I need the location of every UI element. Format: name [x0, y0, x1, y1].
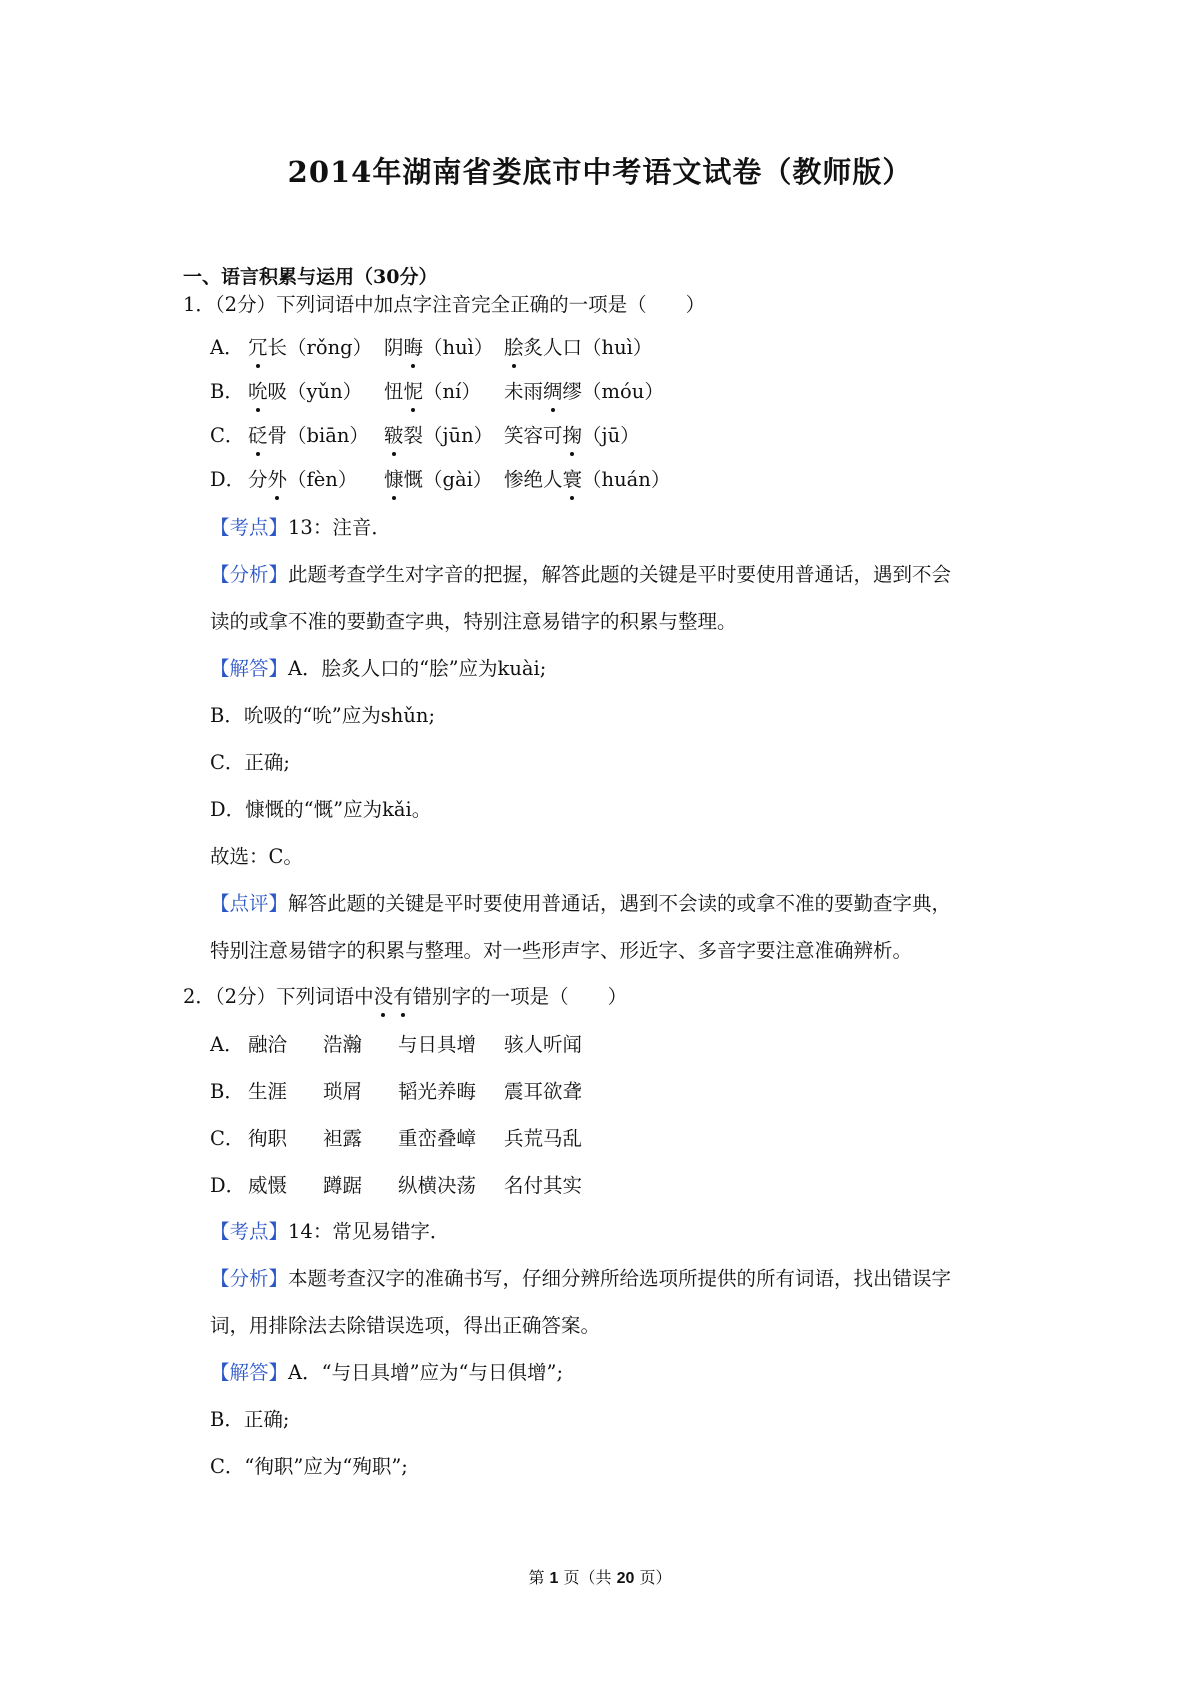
kaodian-tag: 【考点】 — [210, 1220, 289, 1243]
page-title: 2014年湖南省娄底市中考语文试卷（教师版） — [287, 155, 913, 189]
question-2-option-a: A． 融洽 浩瀚 与日具增 骇人听闻 — [210, 1033, 583, 1056]
page-total: 20 — [616, 1570, 635, 1587]
kaodian-tag: 【考点】 — [210, 516, 289, 539]
question-2-jieda-c: C．“徇职”应为“殉职”; — [210, 1455, 408, 1478]
question-1-answer: 故选：C。 — [210, 845, 303, 868]
section-heading: 一、语言积累与运用（30分） — [183, 266, 438, 288]
jieda-tag: 【解答】 — [210, 1361, 289, 1384]
question-1-jieda-c: C．正确; — [210, 751, 290, 774]
question-2-option-c: C． 徇职 袒露 重峦叠嶂 兵荒马乱 — [210, 1127, 583, 1150]
question-1-fenxi: 【分析】此题考查学生对字音的把握，解答此题的关键是平时要使用普通话，遇到不会 — [210, 563, 952, 586]
fenxi-tag: 【分析】 — [210, 563, 289, 586]
question-2-fenxi-cont: 词，用排除法去除错误选项，得出正确答案。 — [210, 1314, 601, 1337]
page-number: 1 — [549, 1570, 559, 1587]
question-1-jieda-b: B．吮吸的“吮”应为shǔn; — [210, 704, 436, 727]
question-1-fenxi-cont: 读的或拿不准的要勤查字典，特别注意易错字的积累与整理。 — [210, 610, 737, 633]
jieda-tag: 【解答】 — [210, 657, 289, 680]
question-1-dianping-cont: 特别注意易错字的积累与整理。对一些形声字、形近字、多音字要注意准确辨析。 — [210, 939, 913, 962]
question-1-jieda-d: D．慷慨的“慨”应为kǎi。 — [210, 798, 432, 821]
question-2-kaodian: 【考点】14：常见易错字． — [210, 1220, 450, 1243]
question-1-option-a: A． 冗长（rǒng） 阴晦（huì） 脍炙人口（huì） — [210, 334, 652, 362]
fenxi-tag: 【分析】 — [210, 1267, 289, 1290]
question-1-option-b: B． 吮吸（yǔn） 忸怩（ní） 未雨绸缪（móu） — [210, 378, 664, 406]
question-1-option-c: C． 砭骨（biān） 皲裂（jūn） 笑容可掬（jū） — [210, 422, 640, 450]
question-2-option-d: D． 威慑 蹲踞 纵横决荡 名付其实 — [210, 1174, 583, 1197]
question-2-jieda: 【解答】A．“与日具增”应为“与日俱增”; — [210, 1361, 564, 1384]
question-2-stem: 2．（2分）下列词语中没有错别字的一项是（ ） — [183, 983, 627, 1011]
question-2-fenxi: 【分析】本题考查汉字的准确书写，仔细分辨所给选项所提供的所有词语，找出错误字 — [210, 1267, 952, 1290]
question-1-jieda: 【解答】A．脍炙人口的“脍”应为kuài; — [210, 657, 547, 680]
question-1-dianping: 【点评】解答此题的关键是平时要使用普通话，遇到不会读的或拿不准的要勤查字典， — [210, 892, 952, 915]
question-1-option-d: D． 分外（fèn） 慷慨（gài） 惨绝人寰（huán） — [210, 466, 670, 494]
dianping-tag: 【点评】 — [210, 892, 289, 915]
question-2-option-b: B． 生涯 琐屑 韬光养晦 震耳欲聋 — [210, 1080, 583, 1103]
question-1-kaodian: 【考点】13：注音． — [210, 516, 391, 539]
question-1-stem: 1．（2分）下列词语中加点字注音完全正确的一项是（ ） — [183, 293, 706, 316]
question-2-jieda-b: B．正确; — [210, 1408, 290, 1431]
page-footer: 第 1 页（共 20 页） — [528, 1568, 672, 1587]
